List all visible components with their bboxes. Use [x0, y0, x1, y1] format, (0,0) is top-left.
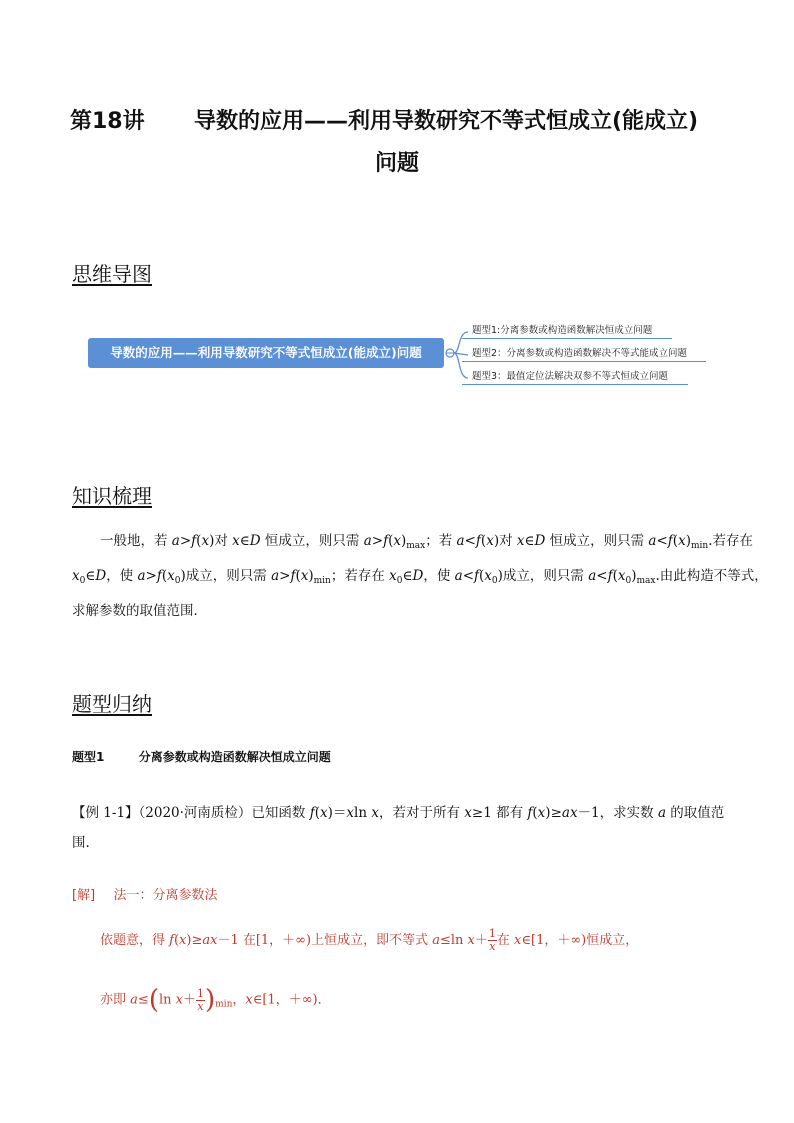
mindmap-branch-3: 题型3：最值定位法解决双参不等式恒成立问题	[462, 368, 688, 385]
title-continuation: 问题	[374, 151, 419, 176]
knowledge-heading: 知识梳理	[72, 484, 152, 508]
example-line-2: 围.	[72, 835, 90, 851]
lecture-number: 第18讲	[70, 109, 145, 134]
example-1-1: 【例 1-1】（2020·河南质检）已知函数 f(x)＝xln x，若对于所有 x≥1 都有 f(x)≥ax－1，求实数 a 的取值范 围.	[72, 798, 732, 858]
mindmap-branch-2: 题型2：分离参数或构造函数解决不等式能成立问题	[462, 345, 706, 362]
mindmap-branch-1: 题型1:分离参数或构造函数解决恒成立问题	[462, 322, 672, 339]
knowledge-paragraph: 一般地，若 a>f(x)对 x∈D 恒成立，则只需 $a>f(x)_{max}$；若 a<f(x)对 x∈D 恒成立，则只需 $a<f(x)_{min}$.若存在 $x_0\in D$，使 $a>f(x_0)$成立，则只需 $a>f(x)_{min}$；若存在 $x_0\in D$，使 $a<f(x_0)$成立，则只需 $a<f(x_0)_{max}$.由此构造不等式， 求解参数的取值范围．	[72, 533, 768, 619]
solution-tag: [解]	[72, 888, 96, 903]
type1-label: 题型1	[72, 750, 105, 764]
mindmap-heading: 思维导图	[72, 262, 152, 286]
solution-header	[72, 884, 217, 903]
example-source: （2020·河南质检）	[138, 805, 252, 821]
solution-method: 法一：分离参数法	[113, 888, 218, 903]
title-main: 导数的应用——利用导数研究不等式恒成立(能成立)	[193, 109, 699, 134]
solution-step-1: 依题意，得 f(x)≥ax－1 在[1，＋∞)上恒成立，即不等式 a≤ln x＋ $\frac{1}{x}$ 在 x∈[1，＋∞)恒成立，	[100, 927, 639, 953]
solution-step-2: 亦即 a≤(ln x＋ $\frac{1}{x}$ )$_{min}$，x∈[1，＋∞)．	[100, 985, 331, 1015]
type1-subtitle	[72, 748, 331, 765]
types-heading: 题型归纳	[72, 692, 152, 716]
mindmap-root-node: 导数的应用——利用导数研究不等式恒成立(能成立)问题	[88, 338, 444, 368]
example-label: 【例 1-1】	[72, 805, 139, 821]
type1-title: 分离参数或构造函数解决恒成立问题	[138, 750, 331, 764]
page-title	[70, 104, 698, 135]
